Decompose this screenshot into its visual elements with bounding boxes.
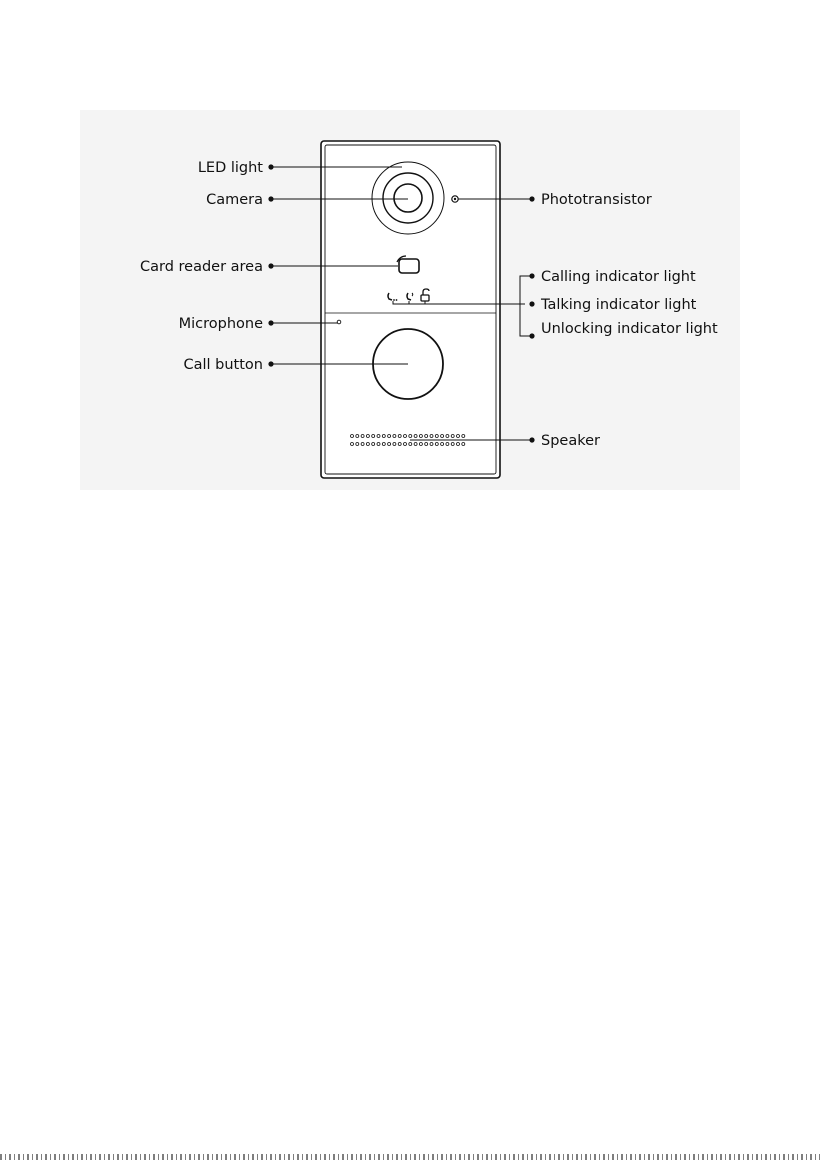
label-led-light: LED light xyxy=(197,160,263,176)
speaker-hole xyxy=(419,443,422,446)
camera-assembly xyxy=(372,162,444,234)
speaker-hole xyxy=(451,435,454,438)
speaker-hole xyxy=(446,443,449,446)
speaker-hole xyxy=(425,443,428,446)
label-unlocking-indicator-light: Unlocking indicator light xyxy=(541,321,718,337)
label-calling-indicator-light: Calling indicator light xyxy=(541,269,696,285)
speaker-hole xyxy=(361,435,364,438)
label-phototransistor: Phototransistor xyxy=(541,192,652,208)
speaker-hole xyxy=(398,443,401,446)
label-camera: Camera xyxy=(206,192,263,208)
speaker-hole xyxy=(366,443,369,446)
label-speaker: Speaker xyxy=(541,433,600,449)
speaker-hole xyxy=(351,435,354,438)
speaker-hole xyxy=(441,435,444,438)
speaker-hole xyxy=(361,443,364,446)
speaker-hole xyxy=(356,435,359,438)
speaker-hole xyxy=(377,443,380,446)
speaker-hole xyxy=(462,435,465,438)
speaker-hole xyxy=(409,435,412,438)
speaker-hole xyxy=(404,435,407,438)
speaker-hole xyxy=(409,443,412,446)
speaker-hole xyxy=(430,443,433,446)
speaker-hole xyxy=(462,443,465,446)
speaker-hole xyxy=(382,435,385,438)
speaker-hole xyxy=(366,435,369,438)
speaker-hole xyxy=(441,443,444,446)
speaker-hole xyxy=(351,443,354,446)
speaker-hole xyxy=(425,435,428,438)
label-microphone: Microphone xyxy=(178,316,263,332)
speaker-hole xyxy=(435,443,438,446)
speaker-hole xyxy=(388,435,391,438)
speaker-hole xyxy=(457,435,460,438)
speaker-hole xyxy=(446,435,449,438)
speaker-hole xyxy=(393,435,396,438)
speaker-hole xyxy=(451,443,454,446)
page-edge-strip xyxy=(0,1154,820,1160)
speaker-hole xyxy=(372,443,375,446)
speaker-hole xyxy=(377,435,380,438)
label-talking-indicator-light: Talking indicator light xyxy=(541,297,697,313)
card-reader-icon xyxy=(397,256,419,273)
speaker-hole xyxy=(382,443,385,446)
phototransistor-dot xyxy=(454,198,456,200)
speaker-hole xyxy=(404,443,407,446)
speaker-hole xyxy=(393,443,396,446)
speaker-hole xyxy=(356,443,359,446)
speaker-hole xyxy=(372,435,375,438)
speaker-hole xyxy=(430,435,433,438)
label-call-button: Call button xyxy=(183,357,263,373)
speaker-hole xyxy=(419,435,422,438)
speaker-hole xyxy=(457,443,460,446)
speaker-hole xyxy=(414,435,417,438)
speaker-hole xyxy=(398,435,401,438)
label-card-reader-area: Card reader area xyxy=(139,259,263,275)
camera-lens xyxy=(394,184,422,212)
speaker-hole xyxy=(414,443,417,446)
speaker-hole xyxy=(388,443,391,446)
speaker-hole xyxy=(435,435,438,438)
